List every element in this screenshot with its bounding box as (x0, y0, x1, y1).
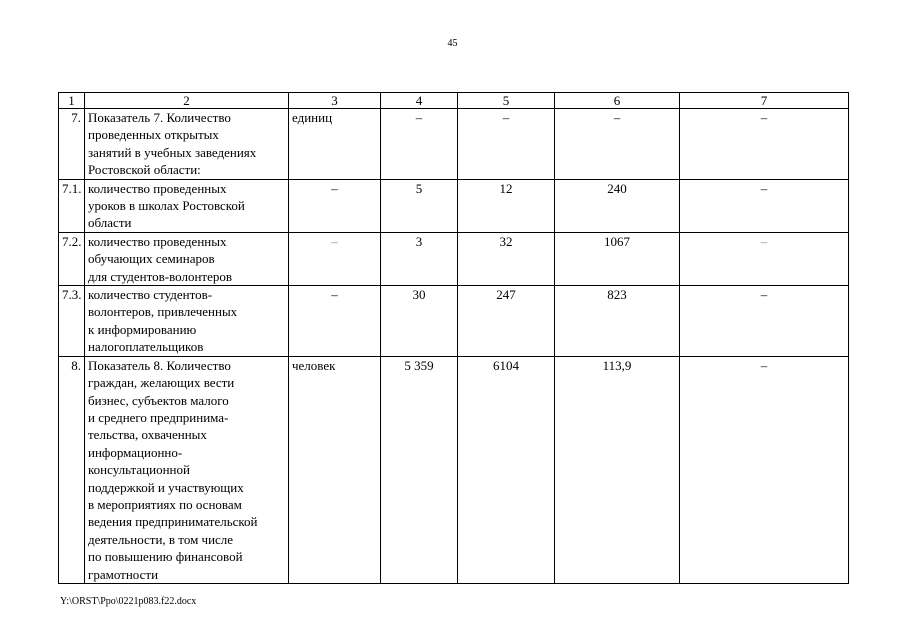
unit-cell: – (289, 286, 381, 357)
row-number: 7.2. (59, 232, 85, 285)
row-number: 7. (59, 109, 85, 180)
table-header-row (59, 93, 849, 109)
header-cell: 1 (59, 93, 85, 109)
indicators-table (58, 92, 849, 584)
unit-cell: – (289, 232, 381, 285)
value-cell-col4: – (381, 109, 458, 180)
value-cell-col6: 1067 (555, 232, 680, 285)
value-cell-col4: 5 (381, 179, 458, 232)
value-cell-col7: – (680, 286, 849, 357)
header-cell: 3 (289, 93, 381, 109)
header-cell: 7 (680, 93, 849, 109)
value-cell-col6: 113,9 (555, 356, 680, 583)
value-cell-col7: – (680, 109, 849, 180)
value-cell-col7: – (680, 232, 849, 285)
value-cell-col6: – (555, 109, 680, 180)
table-row (59, 356, 849, 583)
table-row (59, 286, 849, 357)
value-cell-col5: 12 (458, 179, 555, 232)
value-cell-col4: 5 359 (381, 356, 458, 583)
value-cell-col5: – (458, 109, 555, 180)
value-cell-col5: 6104 (458, 356, 555, 583)
page-number: 45 (447, 38, 458, 49)
unit-cell: единиц (289, 109, 381, 180)
value-cell-col6: 240 (555, 179, 680, 232)
indicator-name: Показатель 7. Количество проведенных открытых занятий в учебных заведениях Ростовской области: (85, 109, 289, 180)
indicator-name: количество студентов- волонтеров, привлеченных к информированию налогоплательщиков (85, 286, 289, 357)
row-number: 7.1. (59, 179, 85, 232)
value-cell-col5: 247 (458, 286, 555, 357)
value-cell-col7: – (680, 356, 849, 583)
unit-cell: человек (289, 356, 381, 583)
value-cell-col6: 823 (555, 286, 680, 357)
unit-cell: – (289, 179, 381, 232)
row-number: 7.3. (59, 286, 85, 357)
row-number: 8. (59, 356, 85, 583)
indicator-name: количество проведенных уроков в школах Ростовской области (85, 179, 289, 232)
indicator-name: Показатель 8. Количество граждан, желающих вести бизнес, субъектов малого и среднего предпринима- тельства, охваченных информационно- консультационной поддержкой и участвующих в мероприятиях по основам ведения предпринимательской деятельности, в том числе по повышению финансовой грамотности (85, 356, 289, 583)
table-row (59, 232, 849, 285)
header-cell: 5 (458, 93, 555, 109)
value-cell-col5: 32 (458, 232, 555, 285)
header-cell: 2 (85, 93, 289, 109)
header-cell: 6 (555, 93, 680, 109)
value-cell-col4: 3 (381, 232, 458, 285)
value-cell-col7: – (680, 179, 849, 232)
header-cell: 4 (381, 93, 458, 109)
table-row (59, 109, 849, 180)
file-path-footer: Y:\ORST\Ppo\0221p083.f22.docx (60, 596, 197, 607)
value-cell-col4: 30 (381, 286, 458, 357)
indicator-name: количество проведенных обучающих семинаров для студентов-волонтеров (85, 232, 289, 285)
table-row (59, 179, 849, 232)
